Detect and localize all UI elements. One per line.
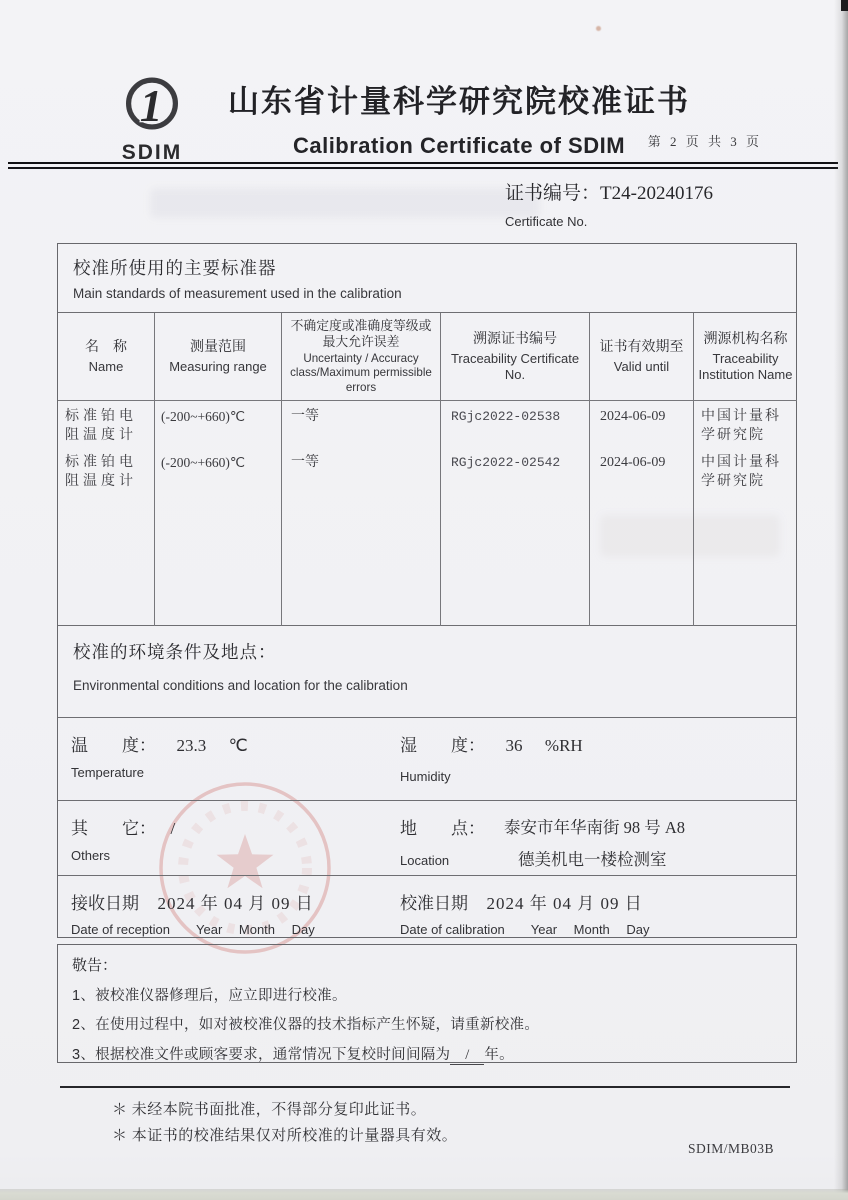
header-double-rule <box>8 162 838 169</box>
form-code: SDIM/MB03B <box>688 1141 775 1156</box>
humidity-unit: %RH <box>544 736 583 755</box>
humidity-label-cn: 湿 度： <box>400 736 485 755</box>
cell-institution-row2: 中国计量科学研究院 <box>701 455 781 489</box>
cell-range-row2: (-200~+660)℃ <box>161 455 246 470</box>
standards-title-cn: 校准所使用的主要标准器 <box>73 258 277 278</box>
svg-text:1: 1 <box>139 80 163 131</box>
footer-note-1: ＊ 未经本院书面批准，不得部分复印此证书。 <box>112 1102 427 1118</box>
table-col-range <box>155 401 282 626</box>
table-col-valid-until <box>590 401 694 626</box>
notice-title: 敬告： <box>72 957 118 974</box>
location-value-line1: 泰安市年华南街 98 号 A8 <box>504 818 686 837</box>
calibration-date-sub <box>400 922 796 937</box>
calibration-date-label-cn: 校准日期 <box>400 894 468 913</box>
reception-date-label-cn: 接收日期 <box>71 894 139 913</box>
footer-rule <box>60 1086 790 1088</box>
others-value: / <box>170 819 176 838</box>
cell-cert-row1: RGjc2022-02538 <box>451 409 561 424</box>
calibration-date-line <box>400 889 796 914</box>
scan-speck <box>596 26 601 31</box>
reception-date-sub <box>71 922 400 937</box>
others-label-cn: 其 它： <box>71 819 156 838</box>
others-label-en: Others <box>71 848 111 863</box>
cell-accuracy-row2: 一等 <box>291 455 319 470</box>
others-location-row <box>58 801 796 876</box>
notice-item-2: 2、在使用过程中，如对被校准仪器的技术指标产生怀疑，请重新校准。 <box>72 1017 540 1033</box>
certificate-number-value: T24-20240176 <box>600 183 713 204</box>
cell-cert-row2: RGjc2022-02542 <box>451 455 561 470</box>
location-label-cn: 地 点： <box>400 819 485 838</box>
standards-table-body <box>58 401 796 626</box>
notice-item-1: 1、被校准仪器修理后，应立即进行校准。 <box>72 987 347 1004</box>
certificate-number-block <box>505 178 713 229</box>
location-value-line2: 德美机电一楼检测室 <box>518 850 667 869</box>
temperature-unit: ℃ <box>228 736 248 755</box>
notice-item-3-suffix: 年。 <box>484 1046 514 1063</box>
col-header-accuracy: 不确定度或准确度等级或最大允许误差 Uncertainty / Accuracy class/Maximum permissible errors <box>282 313 441 401</box>
cell-range-row1: (-200~+660)℃ <box>161 409 246 424</box>
col-header-name: 名 称 Name <box>58 313 155 401</box>
cell-valid-row2: 2024-06-09 <box>600 455 666 470</box>
temperature-humidity-row <box>58 718 796 801</box>
calibration-date-units-en: Year Month Day <box>530 922 650 937</box>
humidity-value: 36 <box>505 736 523 755</box>
col-header-institution: 溯源机构名称 Traceability Institution Name <box>694 313 797 401</box>
notice-box <box>57 944 797 1063</box>
col-header-trace-cert: 溯源证书编号 Traceability Certificate No. <box>441 313 590 401</box>
cell-accuracy-row1: 一等 <box>291 409 319 424</box>
location-label-en: Location <box>400 853 450 868</box>
bleedthrough-smudge <box>150 188 540 218</box>
temperature-line <box>71 731 400 756</box>
humidity-line <box>400 731 796 756</box>
calibration-date-label-en: Date of calibration <box>400 922 505 937</box>
title-chinese: 山东省计量科学研究院校准证书 <box>228 84 690 119</box>
location-field <box>400 801 796 875</box>
standards-title-en: Main standards of measurement used in the calibration <box>73 286 402 301</box>
reception-date-label-en: Date of reception <box>71 922 171 937</box>
cell-institution-row1: 中国计量科学研究院 <box>701 409 781 443</box>
page-number: 第 2 页 共 3 页 <box>647 134 762 149</box>
standards-table <box>58 313 796 626</box>
temperature-field <box>58 718 400 800</box>
col-header-valid-until: 证书有效期至 Valid until <box>590 313 694 401</box>
environment-section-title <box>58 626 796 718</box>
footer-notes <box>112 1097 457 1150</box>
scanner-bottom-edge <box>0 1189 848 1200</box>
others-line <box>71 814 400 839</box>
certificate-number-line <box>505 178 713 205</box>
temperature-label-en: Temperature <box>71 765 144 780</box>
table-col-accuracy <box>282 401 441 626</box>
col-header-range: 测量范围 Measuring range <box>155 313 282 401</box>
calibration-date-value: 2024 年 04 月 09 日 <box>486 894 643 913</box>
certificate-number-label-en: Certificate No. <box>505 214 588 229</box>
reception-date-field <box>58 876 400 939</box>
table-col-trace-cert <box>441 401 590 626</box>
main-content-box <box>57 243 797 938</box>
calibration-date-field <box>400 876 796 939</box>
dates-row <box>58 876 796 939</box>
others-field <box>58 801 400 875</box>
reception-date-value: 2024 年 04 月 09 日 <box>157 894 314 913</box>
temperature-label-cn: 温 度： <box>71 736 156 755</box>
notice-item-3-interval-value: / <box>450 1047 484 1065</box>
table-col-name <box>58 401 155 626</box>
cell-name-row1: 标准铂电阻温度计 <box>65 409 137 443</box>
scanner-corner-mark <box>841 0 848 11</box>
standards-section-title <box>58 244 796 313</box>
environment-title-en: Environmental conditions and location for the calibration <box>73 678 408 693</box>
reception-date-line <box>71 889 400 914</box>
scanner-right-edge <box>834 0 848 1200</box>
certificate-number-label-cn: 证书编号： <box>505 183 601 204</box>
notice-item-3 <box>72 1043 782 1065</box>
location-grid <box>400 814 796 870</box>
cell-name-row2: 标准铂电阻温度计 <box>65 455 137 489</box>
title-english: Calibration Certificate of SDIM <box>292 133 626 158</box>
table-col-institution <box>694 401 797 626</box>
humidity-label-en: Humidity <box>400 769 451 784</box>
logo-text: SDIM <box>121 141 183 164</box>
temperature-value: 23.3 <box>176 736 207 755</box>
cell-valid-row1: 2024-06-09 <box>600 409 666 424</box>
footer-note-2: ＊ 本证书的校准结果仅对所校准的计量器具有效。 <box>112 1128 458 1145</box>
humidity-field <box>400 718 796 800</box>
notice-item-3-prefix: 3、根据校准文件或顾客要求，通常情况下复校时间间隔为 <box>72 1046 451 1063</box>
environment-title-cn: 校准的环境条件及地点： <box>73 642 277 662</box>
reception-date-units-en: Year Month Day <box>196 922 315 937</box>
sdim-logo-icon <box>113 74 191 140</box>
standards-table-header <box>58 313 796 401</box>
